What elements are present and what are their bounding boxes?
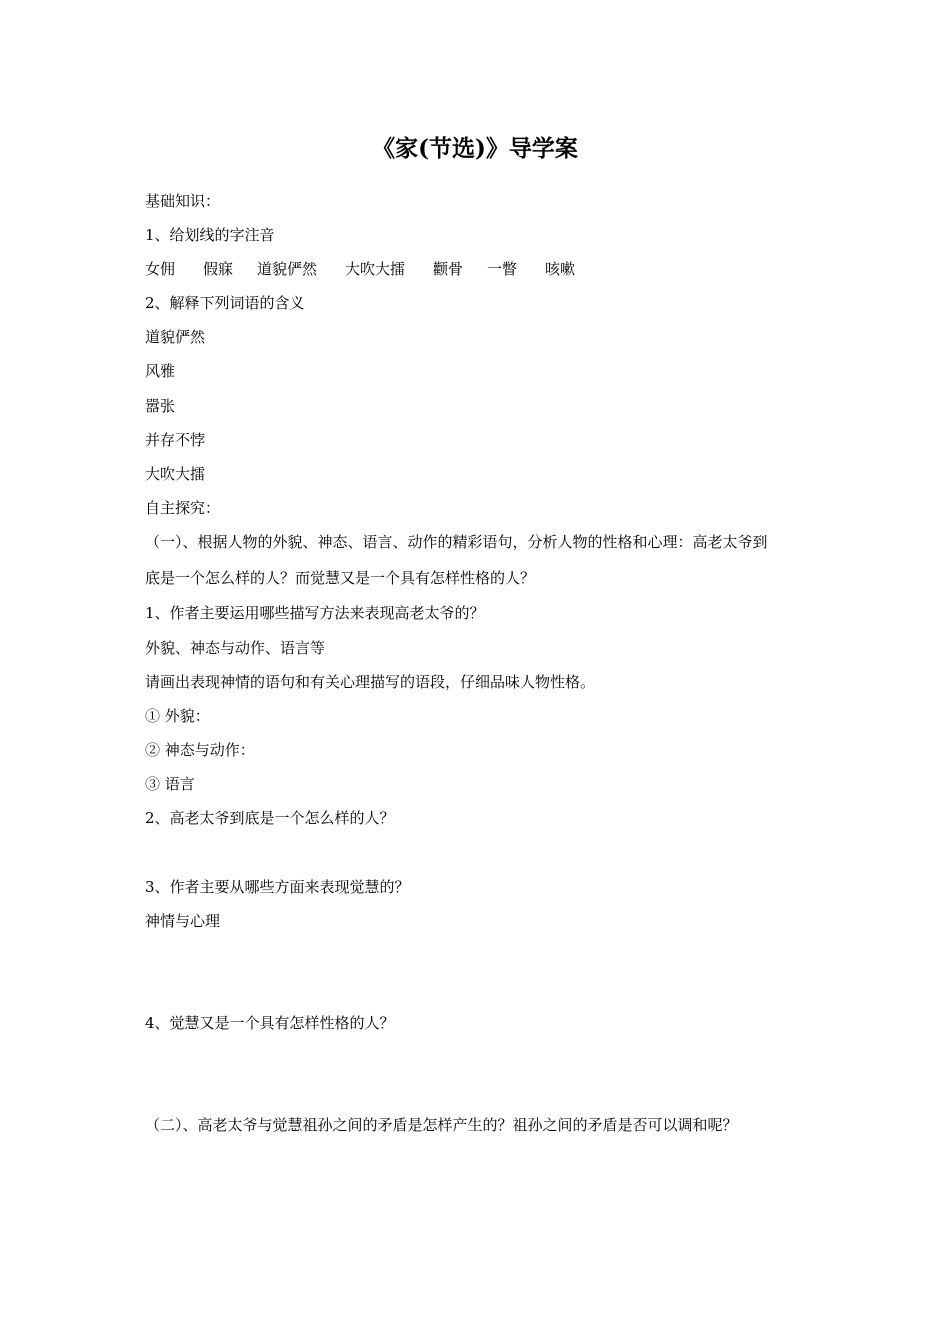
pinyin-word: 咳嗽 xyxy=(545,260,576,278)
part-one-heading-line1: （一）、根据人物的外貌、神态、语言、动作的精彩语句，分析人物的性格和心理：高老太爷到 xyxy=(145,533,768,551)
pinyin-word: 道貌俨然 xyxy=(257,260,318,278)
question-4: 4、觉慧又是一个具有怎样性格的人？ xyxy=(145,1014,395,1032)
meaning-term: 大吹大擂 xyxy=(145,465,206,483)
meaning-term: 嚣张 xyxy=(145,397,176,415)
question-1: 1、作者主要运用哪些描写方法来表现高老太爷的？ xyxy=(145,604,485,622)
question-3: 3、作者主要从哪些方面来表现觉慧的？ xyxy=(145,878,410,896)
document-title: 《家(节选)》导学案 xyxy=(372,135,578,162)
question-pinyin: 1、给划线的字注音 xyxy=(145,226,275,244)
meaning-term: 道貌俨然 xyxy=(145,328,206,346)
pinyin-word: 假寐 xyxy=(203,260,234,278)
pinyin-word: 一瞥 xyxy=(487,260,518,278)
section-self-explore: 自主探究： xyxy=(145,499,221,517)
pinyin-word: 女佣 xyxy=(145,260,176,278)
meaning-term: 并存不悖 xyxy=(145,431,206,449)
pinyin-word: 颧骨 xyxy=(433,260,464,278)
question-3-answer: 神情与心理 xyxy=(145,912,221,930)
item-demeanor-action: ② 神态与动作： xyxy=(145,741,255,759)
question-1-answer: 外貌、神态与动作、语言等 xyxy=(145,639,326,657)
question-1-instruction: 请画出表现神情的语句和有关心理描写的语段，仔细品味人物性格。 xyxy=(145,673,596,691)
item-speech: ③ 语言 xyxy=(145,775,195,793)
part-one-heading-line2: 底是一个怎么样的人？而觉慧又是一个具有怎样性格的人？ xyxy=(145,569,536,587)
question-meaning: 2、解释下列词语的含义 xyxy=(145,294,305,312)
meaning-term: 风雅 xyxy=(145,362,176,380)
section-basic-knowledge: 基础知识： xyxy=(145,192,221,210)
pinyin-word: 大吹大擂 xyxy=(345,260,406,278)
part-two-heading: （二）、高老太爷与觉慧祖孙之间的矛盾是怎样产生的？祖孙之间的矛盾是否可以调和呢？ xyxy=(145,1116,738,1134)
question-2: 2、高老太爷到底是一个怎么样的人？ xyxy=(145,809,395,827)
item-appearance: ① 外貌： xyxy=(145,707,210,725)
